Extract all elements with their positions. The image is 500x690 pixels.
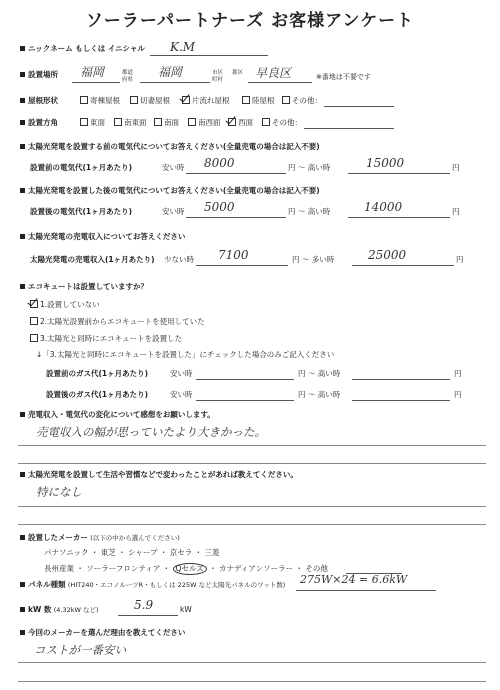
location-note: ※番地は不要です [316,73,371,81]
bullet-icon [20,144,25,149]
ecocute-option-2[interactable]: 2.太陽光設置前からエコキュートを使用していた [30,317,205,327]
checkbox-checked[interactable] [30,300,38,308]
checkbox[interactable] [114,118,122,126]
maker-hint: (以下の中から選んでください) [90,534,180,542]
gas-before-low-field[interactable] [196,379,294,380]
ecocute-heading: エコキュートは設置していますか？ [20,282,148,292]
sales-low-field[interactable] [196,265,288,266]
impression-line-1 [18,445,486,446]
nickname-field[interactable] [150,55,268,56]
direction-row [20,118,58,128]
reason-line-2 [18,681,486,682]
checkbox-checked[interactable] [182,96,190,104]
gas-after-label: 設置後のガス代(1ヶ月あたり) [46,390,149,399]
bullet-icon [20,472,25,477]
reason-line-1 [18,662,486,663]
direction-option-1[interactable]: 東面 [80,118,105,128]
bullet-icon [20,188,25,193]
checkbox[interactable] [262,118,270,126]
sales-label: 太陽光発電の売電収入(1ヶ月あたり) [30,255,155,264]
city-field[interactable] [140,82,210,83]
ecocute-option-3[interactable]: 3.太陽光と同時にエコキュートを設置した [30,334,182,344]
checkbox[interactable] [130,96,138,104]
gas-before-low-label: 安い時 [170,369,193,378]
bullet-icon [20,582,25,587]
checkbox[interactable] [154,118,162,126]
nickname-label: ニックネーム もしくは イニシャル [28,44,145,53]
maker-heading: 設置したメーカー [28,533,88,542]
prefecture-unit: 都道府県 [122,70,134,83]
roof-option-2[interactable]: 切妻屋根 [130,96,170,106]
page-title: ソーラーパートナーズ お客様アンケート [85,11,415,31]
prefecture-field[interactable] [72,82,120,83]
direction-option-2[interactable]: 南東面 [114,118,147,128]
before-power-label: 設置前の電気代(1ヶ月あたり) [30,163,133,172]
sales-high-unit: 円 [456,255,464,264]
direction-other-field[interactable] [304,128,394,129]
kw-value: 5.9 [134,598,154,612]
ward-value: 早良区 [255,66,292,80]
impression-heading: 売電収入・電気代の変化について感想をお願いします。 [20,410,215,420]
bullet-icon [20,72,25,77]
gas-before-high-field[interactable] [352,379,450,380]
direction-option-3[interactable]: 南面 [154,118,179,128]
gas-after-sep: 円 〜 高い時 [298,390,341,399]
kw-row [20,605,99,615]
checkbox[interactable] [242,96,250,104]
bullet-icon [20,234,25,239]
direction-option-5[interactable]: 西面 [228,118,253,128]
after-low-field[interactable] [186,217,286,218]
maker-line-2: 長州産業 ・ ソーラーフロンティア ・ Qセルズ ・ カナディアンソーラー ・ その他 [44,564,328,573]
checkbox[interactable] [30,317,38,325]
before-high-unit: 円 [452,163,460,172]
panel-row [20,580,285,590]
kw-hint: (4.32kW など) [53,606,99,614]
lifestyle-heading: 太陽光発電を設置して生活や習慣などで変わったことがあれば教えてください。 [20,470,298,480]
maker-row [20,533,180,543]
lifestyle-line-1 [18,506,486,507]
roof-option-5[interactable]: その他： [282,96,322,106]
sales-high-field[interactable] [352,265,454,266]
lifestyle-line-2 [18,524,486,525]
bullet-icon [20,46,25,51]
after-high-field[interactable] [348,217,450,218]
panel-field[interactable] [296,590,436,591]
before-low-unit: 円 〜 高い時 [288,163,331,172]
after-low-unit: 円 〜 高い時 [288,207,331,216]
bullet-icon [20,120,25,125]
sales-heading: 太陽光発電の売電収入についてお答えください [20,232,185,242]
maker-line-1: パナソニック ・ 東芝 ・ シャープ ・ 京セラ ・ 三菱 [44,548,220,557]
location-row [20,70,58,80]
kw-field[interactable] [118,615,178,616]
checkbox[interactable] [30,334,38,342]
checkbox-checked[interactable] [228,118,236,126]
panel-hint: (HIT240・エコノルーツR・もしくは 225W など太陽光パネルのワット数) [67,581,286,589]
bullet-icon [20,607,25,612]
before-power-heading: 太陽光発電を設置する前の電気代についてお答えください(全量売電の場合は記入不要) [20,142,320,152]
kw-unit: kW [180,605,192,614]
after-high-value: 14000 [364,200,403,214]
after-low-label: 安い時 [162,207,185,216]
city-unit: 市区町村 [212,70,224,83]
bullet-icon [20,535,25,540]
kw-label: kW 数 [28,605,52,614]
impression-line-2 [18,463,486,464]
gas-after-unit: 円 [454,390,462,399]
bullet-icon [20,284,25,289]
roof-row [20,96,58,106]
roof-label: 屋根形状 [28,96,58,105]
gas-after-high-field[interactable] [352,400,450,401]
checkbox[interactable] [188,118,196,126]
gas-before-unit: 円 [454,369,462,378]
direction-option-4[interactable]: 南西面 [188,118,221,128]
lifestyle-answer: 特になし [36,485,82,499]
direction-option-6[interactable]: その他： [262,118,302,128]
location-label: 設置場所 [28,70,58,79]
city-value: 福岡 [158,65,183,79]
nickname-row [20,44,145,54]
checkbox[interactable] [80,96,88,104]
sales-high-value: 25000 [368,248,407,262]
roof-option-1[interactable]: 寄棟屋根 [80,96,120,106]
roof-option-3[interactable]: 片流れ屋根 [182,96,230,106]
panel-answer: 275W×24 = 6.6kW [300,573,408,586]
roof-other-field[interactable] [324,106,394,107]
sales-low-unit: 円 〜 多い時 [292,255,335,264]
bullet-icon [20,98,25,103]
reason-heading: 今回のメーカーを選んだ理由を教えてください [20,628,185,638]
before-low-field[interactable] [186,173,286,174]
before-high-field[interactable] [348,173,450,174]
sales-low-label: 少ない時 [164,255,194,264]
after-power-heading: 太陽光発電を設置した後の電気代についてお答えください(全量売電の場合は記入不要) [20,186,320,196]
prefecture-value: 福岡 [80,65,105,79]
ecocute-note: ↓「3.太陽光と同時にエコキュートを設置した」にチェックした場合のみご記入ください [36,350,335,359]
panel-label: パネル種類 [28,580,66,589]
bullet-icon [20,630,25,635]
gas-before-sep: 円 〜 高い時 [298,369,341,378]
checkbox[interactable] [80,118,88,126]
sales-low-value: 7100 [218,248,249,262]
impression-answer: 売電収入の幅が思っていたより大きかった。 [36,425,266,439]
direction-label: 設置方角 [28,118,58,127]
nickname-value: K.M [170,40,196,54]
before-high-value: 15000 [366,156,405,170]
after-low-value: 5000 [204,200,235,214]
before-low-value: 8000 [204,156,235,170]
reason-answer: コストが一番安い [34,643,126,657]
bullet-icon [20,412,25,417]
gas-after-low-label: 安い時 [170,390,193,399]
ward-unit: 郡区 [232,70,244,76]
after-high-unit: 円 [452,207,460,216]
gas-after-low-field[interactable] [196,400,294,401]
after-power-label: 設置後の電気代(1ヶ月あたり) [30,207,133,216]
ward-field[interactable] [248,82,312,83]
checkbox[interactable] [282,96,290,104]
maker-selected[interactable]: Qセルズ [173,563,207,575]
ecocute-option-1[interactable]: 1.設置していない [30,300,100,310]
roof-option-4[interactable]: 陸屋根 [242,96,275,106]
gas-before-label: 設置前のガス代(1ヶ月あたり) [46,369,149,378]
before-low-label: 安い時 [162,163,185,172]
